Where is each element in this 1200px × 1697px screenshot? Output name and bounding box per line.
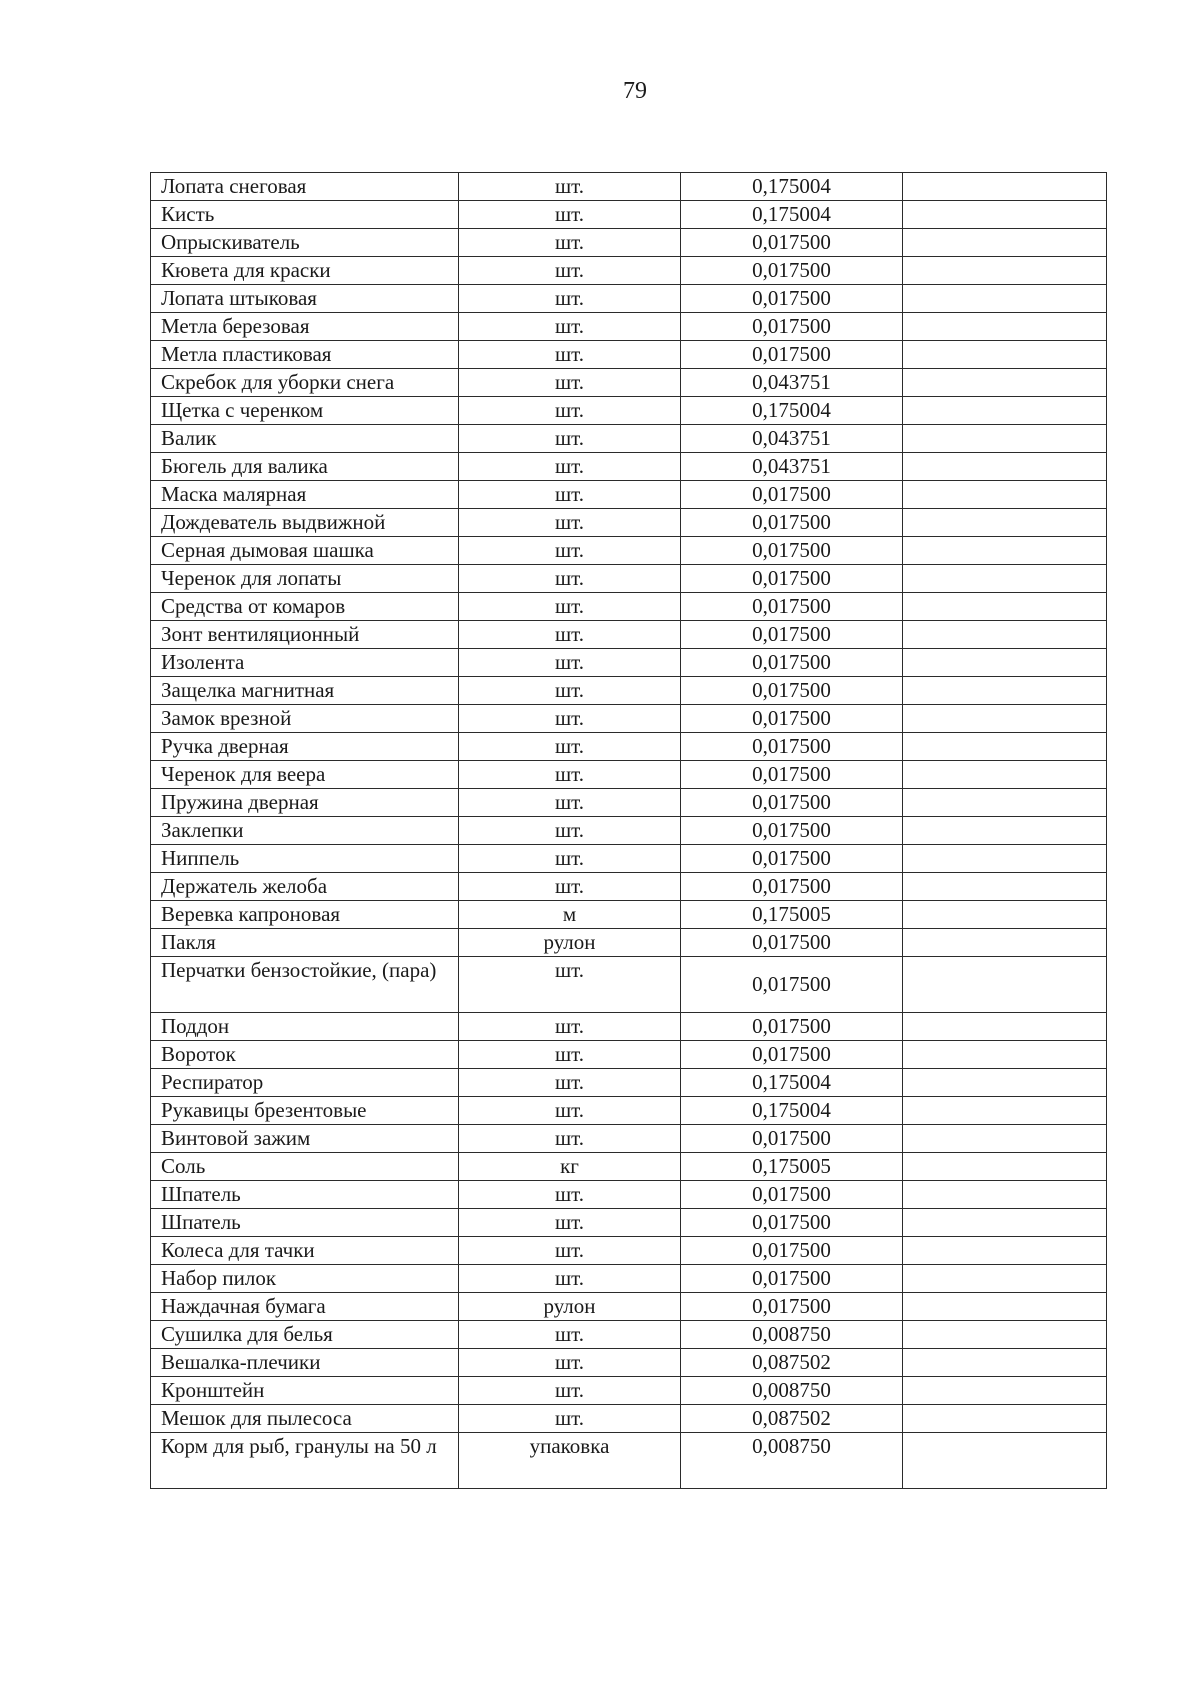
item-name-cell: Кисть: [151, 201, 459, 229]
item-extra-cell: [903, 257, 1107, 285]
item-name-cell: Набор пилок: [151, 1265, 459, 1293]
item-quantity-cell: 0,175005: [681, 1153, 903, 1181]
item-unit-cell: шт.: [459, 761, 681, 789]
item-name-cell: Защелка магнитная: [151, 677, 459, 705]
item-unit-cell: шт.: [459, 845, 681, 873]
item-name-cell: Вороток: [151, 1041, 459, 1069]
item-extra-cell: [903, 481, 1107, 509]
table-row: [151, 957, 1107, 1013]
item-quantity-cell: 0,087502: [681, 1405, 903, 1433]
item-unit-cell: шт.: [459, 1405, 681, 1433]
item-unit-cell: шт.: [459, 733, 681, 761]
item-quantity-cell: 0,087502: [681, 1349, 903, 1377]
table-row: [151, 453, 1107, 481]
table-row: [151, 537, 1107, 565]
table-row: [151, 705, 1107, 733]
item-name-cell: Винтовой зажим: [151, 1125, 459, 1153]
item-name-cell: Держатель желоба: [151, 873, 459, 901]
item-extra-cell: [903, 1321, 1107, 1349]
table-row: [151, 257, 1107, 285]
item-quantity-cell: 0,017500: [681, 1041, 903, 1069]
table-row: [151, 201, 1107, 229]
table-row: [151, 1265, 1107, 1293]
item-extra-cell: [903, 285, 1107, 313]
item-name-cell: Ниппель: [151, 845, 459, 873]
item-unit-cell: рулон: [459, 929, 681, 957]
table-row: [151, 929, 1107, 957]
item-quantity-cell: 0,017500: [681, 957, 903, 1013]
item-quantity-cell: 0,017500: [681, 789, 903, 817]
item-quantity-cell: 0,017500: [681, 313, 903, 341]
item-extra-cell: [903, 1153, 1107, 1181]
table-row: [151, 1377, 1107, 1405]
item-unit-cell: шт.: [459, 1209, 681, 1237]
item-quantity-cell: 0,043751: [681, 369, 903, 397]
item-unit-cell: упаковка: [459, 1433, 681, 1489]
item-extra-cell: [903, 1293, 1107, 1321]
item-name-cell: Замок врезной: [151, 705, 459, 733]
item-name-cell: Колеса для тачки: [151, 1237, 459, 1265]
table-row: [151, 285, 1107, 313]
item-extra-cell: [903, 341, 1107, 369]
item-name-cell: Щетка с черенком: [151, 397, 459, 425]
item-unit-cell: шт.: [459, 285, 681, 313]
table-row: [151, 509, 1107, 537]
item-extra-cell: [903, 1405, 1107, 1433]
item-extra-cell: [903, 761, 1107, 789]
item-quantity-cell: 0,043751: [681, 425, 903, 453]
item-name-cell: Пружина дверная: [151, 789, 459, 817]
item-name-cell: Сушилка для белья: [151, 1321, 459, 1349]
item-quantity-cell: 0,017500: [681, 285, 903, 313]
item-quantity-cell: 0,017500: [681, 1293, 903, 1321]
item-unit-cell: шт.: [459, 649, 681, 677]
item-name-cell: Лопата снеговая: [151, 173, 459, 201]
item-extra-cell: [903, 845, 1107, 873]
item-name-cell: Веревка капроновая: [151, 901, 459, 929]
item-extra-cell: [903, 1377, 1107, 1405]
item-extra-cell: [903, 1069, 1107, 1097]
item-unit-cell: шт.: [459, 1097, 681, 1125]
item-extra-cell: [903, 369, 1107, 397]
page-number: 79: [623, 78, 647, 104]
item-name-cell: Корм для рыб, гранулы на 50 л: [151, 1433, 459, 1489]
item-name-cell: Маска малярная: [151, 481, 459, 509]
item-name-cell: Черенок для лопаты: [151, 565, 459, 593]
table-row: [151, 341, 1107, 369]
item-extra-cell: [903, 873, 1107, 901]
item-extra-cell: [903, 1041, 1107, 1069]
item-quantity-cell: 0,017500: [681, 1265, 903, 1293]
item-quantity-cell: 0,017500: [681, 537, 903, 565]
item-extra-cell: [903, 1097, 1107, 1125]
item-unit-cell: шт.: [459, 369, 681, 397]
item-unit-cell: шт.: [459, 957, 681, 1013]
item-quantity-cell: 0,017500: [681, 1209, 903, 1237]
item-unit-cell: шт.: [459, 1125, 681, 1153]
item-name-cell: Ручка дверная: [151, 733, 459, 761]
item-quantity-cell: 0,017500: [681, 565, 903, 593]
item-quantity-cell: 0,008750: [681, 1321, 903, 1349]
items-table: [150, 172, 1107, 1489]
item-unit-cell: шт.: [459, 1237, 681, 1265]
item-name-cell: Лопата штыковая: [151, 285, 459, 313]
item-name-cell: Шпатель: [151, 1209, 459, 1237]
item-extra-cell: [903, 229, 1107, 257]
item-unit-cell: шт.: [459, 1181, 681, 1209]
item-name-cell: Вешалка-плечики: [151, 1349, 459, 1377]
item-unit-cell: шт.: [459, 621, 681, 649]
item-extra-cell: [903, 313, 1107, 341]
item-extra-cell: [903, 1209, 1107, 1237]
item-unit-cell: шт.: [459, 817, 681, 845]
table-row: [151, 845, 1107, 873]
item-unit-cell: шт.: [459, 789, 681, 817]
table-row: [151, 593, 1107, 621]
table-row: [151, 1153, 1107, 1181]
table-row: [151, 1125, 1107, 1153]
table-row: [151, 789, 1107, 817]
item-unit-cell: шт.: [459, 1069, 681, 1097]
item-name-cell: Кронштейн: [151, 1377, 459, 1405]
item-extra-cell: [903, 677, 1107, 705]
table-row: [151, 901, 1107, 929]
item-quantity-cell: 0,017500: [681, 733, 903, 761]
table-row: [151, 649, 1107, 677]
table-row: [151, 425, 1107, 453]
item-extra-cell: [903, 509, 1107, 537]
item-unit-cell: шт.: [459, 453, 681, 481]
item-quantity-cell: 0,175004: [681, 201, 903, 229]
item-extra-cell: [903, 1265, 1107, 1293]
item-quantity-cell: 0,017500: [681, 761, 903, 789]
item-name-cell: Дождеватель выдвижной: [151, 509, 459, 537]
item-quantity-cell: 0,017500: [681, 873, 903, 901]
item-name-cell: Средства от комаров: [151, 593, 459, 621]
item-extra-cell: [903, 1237, 1107, 1265]
item-extra-cell: [903, 1013, 1107, 1041]
item-name-cell: Опрыскиватель: [151, 229, 459, 257]
item-quantity-cell: 0,017500: [681, 649, 903, 677]
item-unit-cell: шт.: [459, 201, 681, 229]
item-name-cell: Перчатки бензостойкие, (пара): [151, 957, 459, 1013]
table-row: [151, 817, 1107, 845]
table-row: [151, 677, 1107, 705]
item-name-cell: Серная дымовая шашка: [151, 537, 459, 565]
item-quantity-cell: 0,017500: [681, 817, 903, 845]
item-quantity-cell: 0,043751: [681, 453, 903, 481]
table-row: [151, 1433, 1107, 1489]
item-name-cell: Мешок для пылесоса: [151, 1405, 459, 1433]
item-quantity-cell: 0,017500: [681, 509, 903, 537]
item-name-cell: Наждачная бумага: [151, 1293, 459, 1321]
item-quantity-cell: 0,017500: [681, 481, 903, 509]
item-unit-cell: шт.: [459, 425, 681, 453]
item-unit-cell: шт.: [459, 537, 681, 565]
table-row: [151, 873, 1107, 901]
table-row: [151, 621, 1107, 649]
table-row: [151, 1069, 1107, 1097]
item-unit-cell: шт.: [459, 1377, 681, 1405]
item-name-cell: Заклепки: [151, 817, 459, 845]
table-row: [151, 1405, 1107, 1433]
table-row: [151, 481, 1107, 509]
item-quantity-cell: 0,017500: [681, 677, 903, 705]
item-name-cell: Метла пластиковая: [151, 341, 459, 369]
item-extra-cell: [903, 1125, 1107, 1153]
item-quantity-cell: 0,017500: [681, 1013, 903, 1041]
item-extra-cell: [903, 901, 1107, 929]
item-unit-cell: шт.: [459, 1041, 681, 1069]
table-row: [151, 313, 1107, 341]
table-row: [151, 369, 1107, 397]
table-row: [151, 229, 1107, 257]
item-name-cell: Черенок для веера: [151, 761, 459, 789]
item-quantity-cell: 0,008750: [681, 1433, 903, 1489]
table-row: [151, 1097, 1107, 1125]
table-row: [151, 1293, 1107, 1321]
item-name-cell: Зонт вентиляционный: [151, 621, 459, 649]
item-unit-cell: шт.: [459, 229, 681, 257]
item-quantity-cell: 0,017500: [681, 341, 903, 369]
item-name-cell: Кювета для краски: [151, 257, 459, 285]
item-extra-cell: [903, 789, 1107, 817]
item-quantity-cell: 0,175004: [681, 1097, 903, 1125]
table-row: [151, 1041, 1107, 1069]
item-extra-cell: [903, 537, 1107, 565]
table-row: [151, 1209, 1107, 1237]
item-unit-cell: шт.: [459, 173, 681, 201]
item-extra-cell: [903, 565, 1107, 593]
item-name-cell: Поддон: [151, 1013, 459, 1041]
table-row: [151, 1237, 1107, 1265]
item-name-cell: Валик: [151, 425, 459, 453]
item-extra-cell: [903, 397, 1107, 425]
item-quantity-cell: 0,017500: [681, 621, 903, 649]
item-unit-cell: шт.: [459, 257, 681, 285]
item-name-cell: Изолента: [151, 649, 459, 677]
item-quantity-cell: 0,017500: [681, 1237, 903, 1265]
item-unit-cell: рулон: [459, 1293, 681, 1321]
item-unit-cell: м: [459, 901, 681, 929]
table-row: [151, 761, 1107, 789]
item-unit-cell: шт.: [459, 677, 681, 705]
item-extra-cell: [903, 621, 1107, 649]
table-row: [151, 565, 1107, 593]
item-name-cell: Пакля: [151, 929, 459, 957]
item-quantity-cell: 0,017500: [681, 229, 903, 257]
item-quantity-cell: 0,017500: [681, 257, 903, 285]
item-name-cell: Бюгель для валика: [151, 453, 459, 481]
table-row: [151, 1181, 1107, 1209]
item-quantity-cell: 0,017500: [681, 593, 903, 621]
item-quantity-cell: 0,175004: [681, 397, 903, 425]
item-quantity-cell: 0,008750: [681, 1377, 903, 1405]
item-quantity-cell: 0,017500: [681, 929, 903, 957]
item-extra-cell: [903, 1349, 1107, 1377]
item-unit-cell: шт.: [459, 397, 681, 425]
item-extra-cell: [903, 817, 1107, 845]
item-extra-cell: [903, 705, 1107, 733]
item-name-cell: Шпатель: [151, 1181, 459, 1209]
items-table-body: [151, 173, 1107, 1489]
item-extra-cell: [903, 201, 1107, 229]
table-row: [151, 733, 1107, 761]
item-extra-cell: [903, 1181, 1107, 1209]
item-quantity-cell: 0,175004: [681, 1069, 903, 1097]
item-quantity-cell: 0,175004: [681, 173, 903, 201]
item-quantity-cell: 0,175005: [681, 901, 903, 929]
table-row: [151, 1349, 1107, 1377]
item-unit-cell: шт.: [459, 1013, 681, 1041]
item-unit-cell: шт.: [459, 313, 681, 341]
item-name-cell: Рукавицы брезентовые: [151, 1097, 459, 1125]
item-unit-cell: шт.: [459, 593, 681, 621]
item-quantity-cell: 0,017500: [681, 1181, 903, 1209]
item-unit-cell: шт.: [459, 481, 681, 509]
item-extra-cell: [903, 425, 1107, 453]
item-name-cell: Скребок для уборки снега: [151, 369, 459, 397]
item-unit-cell: шт.: [459, 1349, 681, 1377]
item-extra-cell: [903, 1433, 1107, 1489]
item-unit-cell: шт.: [459, 873, 681, 901]
item-unit-cell: шт.: [459, 509, 681, 537]
item-extra-cell: [903, 733, 1107, 761]
item-unit-cell: кг: [459, 1153, 681, 1181]
item-extra-cell: [903, 929, 1107, 957]
item-unit-cell: шт.: [459, 565, 681, 593]
item-extra-cell: [903, 593, 1107, 621]
item-unit-cell: шт.: [459, 341, 681, 369]
item-name-cell: Респиратор: [151, 1069, 459, 1097]
item-quantity-cell: 0,017500: [681, 845, 903, 873]
item-extra-cell: [903, 649, 1107, 677]
item-extra-cell: [903, 957, 1107, 1013]
item-quantity-cell: 0,017500: [681, 705, 903, 733]
item-unit-cell: шт.: [459, 705, 681, 733]
item-extra-cell: [903, 453, 1107, 481]
item-unit-cell: шт.: [459, 1265, 681, 1293]
table-row: [151, 1321, 1107, 1349]
table-row: [151, 397, 1107, 425]
item-extra-cell: [903, 173, 1107, 201]
item-name-cell: Соль: [151, 1153, 459, 1181]
item-unit-cell: шт.: [459, 1321, 681, 1349]
table-row: [151, 1013, 1107, 1041]
item-name-cell: Метла березовая: [151, 313, 459, 341]
table-row: [151, 173, 1107, 201]
item-quantity-cell: 0,017500: [681, 1125, 903, 1153]
